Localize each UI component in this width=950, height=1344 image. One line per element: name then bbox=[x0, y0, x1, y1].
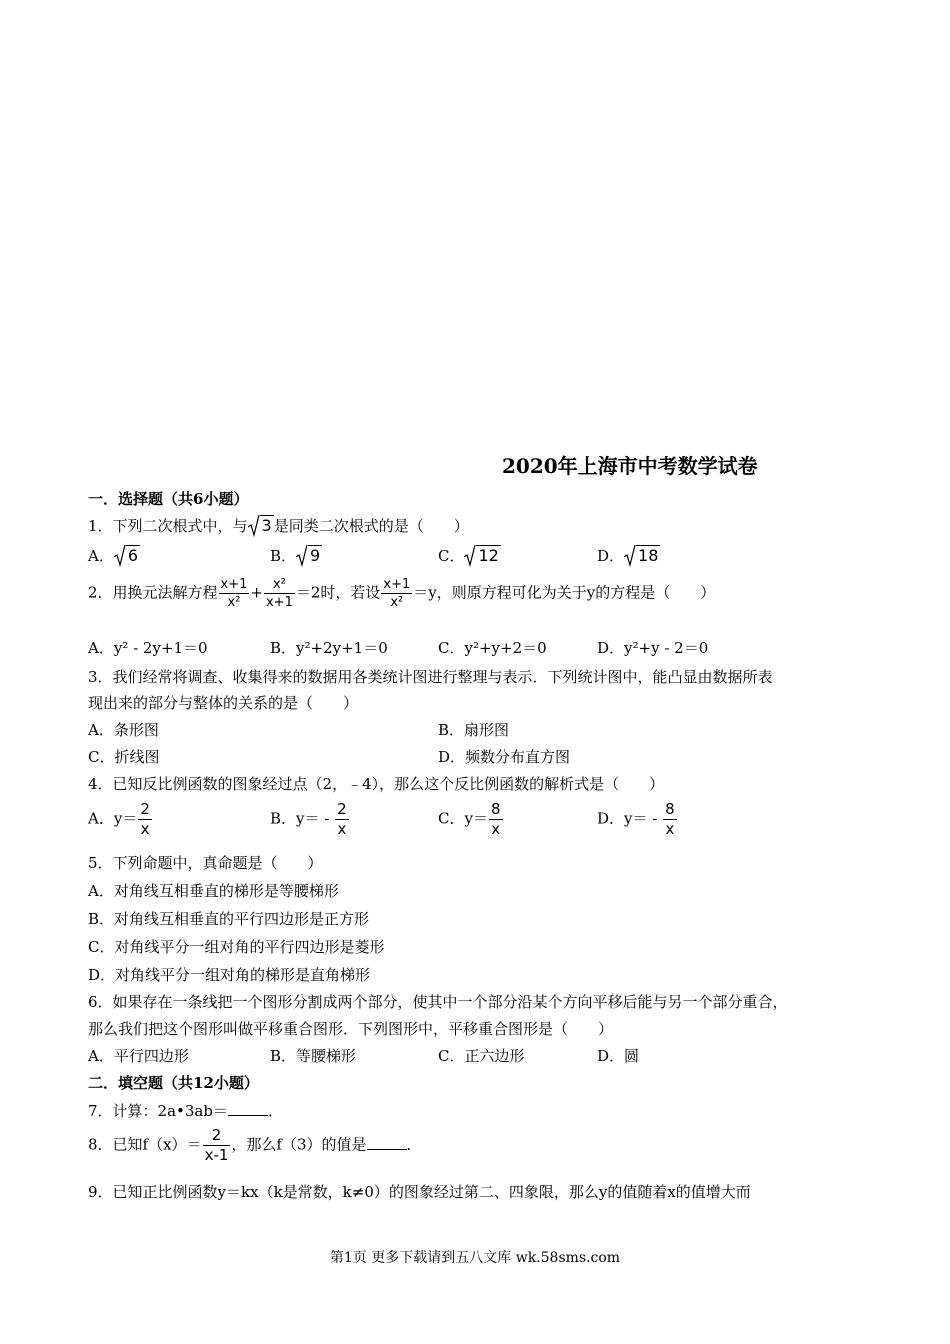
q1-option-b-radical: 9 bbox=[296, 545, 322, 565]
q9-stem: 9．已知正比例函数y＝kx（k是常数，k≠0）的图象经过第二、四象限，那么y的值随着x的值增大而 bbox=[88, 1183, 751, 1201]
q4-option-b-fraction: $\frac{2}{x}$ bbox=[337, 800, 347, 838]
q1-option-c: C． 12 bbox=[438, 546, 499, 565]
q6-line-1: 6．如果存在一条线把一个图形分割成两个部分，使其中一个部分沿某个方向平移后能与另一个部分重合， bbox=[88, 993, 788, 1011]
question-8: 8．已知f（x）＝ $\frac{2}{x-1}$ ，那么f（3）的值是 ． bbox=[88, 1126, 422, 1164]
q3-line-1: 3．我们经常将调查、收集得来的数据用各类统计图进行整理与表示．下列统计图中，能凸显由数据所表 bbox=[88, 668, 773, 686]
q8-answer-blank bbox=[367, 1134, 407, 1150]
q1-option-d-radical: 18 bbox=[624, 545, 660, 565]
q6-line-2: 那么我们把这个图形叫做平移重合图形．下列图形中，平移重合图形是（ ） bbox=[88, 1020, 614, 1038]
q4-option-b: B．y＝ - $\frac{2}{x}$ bbox=[270, 800, 347, 838]
q4-option-c-fraction: $\frac{8}{x}$ bbox=[490, 800, 501, 838]
q2-stem-b: ＝2时，若设 bbox=[295, 583, 381, 602]
q6-option-a: A．平行四边形 bbox=[88, 1047, 189, 1065]
q1-option-d: D． 18 bbox=[597, 546, 659, 565]
q2-fraction-3: $\frac{x+1}{\text{x²}}$ bbox=[383, 577, 411, 610]
q7-answer-blank bbox=[228, 1100, 268, 1116]
section-heading-fill: 二．填空题（共12小题） bbox=[88, 1074, 259, 1092]
q2-option-c: C．y²+y+2＝0 bbox=[438, 639, 547, 657]
q1-stem-b: 是同类二次根式的是（ ） bbox=[273, 517, 469, 535]
q2-stem-a: 2．用换元法解方程 bbox=[88, 583, 218, 602]
q5-option-d: D．对角线平分一组对角的梯形是直角梯形 bbox=[88, 966, 371, 984]
q8-fraction: $\frac{2}{x-1}$ bbox=[204, 1126, 229, 1164]
section-heading-choice: 一．选择题（共6小题） bbox=[88, 490, 249, 508]
q4-option-d: D．y＝ - $\frac{8}{x}$ bbox=[597, 800, 675, 838]
q2-option-b: B．y²+2y+1＝0 bbox=[270, 639, 388, 657]
question-7: 7．计算：2a•3ab＝ ． bbox=[88, 1102, 283, 1120]
q4-option-a: A．y＝ $\frac{2}{x}$ bbox=[88, 800, 150, 838]
q2-fraction-1: $\frac{x+1}{\text{x²}}$ bbox=[220, 577, 248, 610]
q3-option-d: D．频数分布直方图 bbox=[438, 748, 571, 766]
q1-stem-a: 1．下列二次根式中，与 bbox=[88, 517, 248, 535]
q2-fraction-2: $\frac{\text{x²}}{x+1}$ bbox=[265, 577, 293, 610]
q5-stem: 5．下列命题中，真命题是（ ） bbox=[88, 854, 323, 872]
q1-option-a: A． 6 bbox=[88, 546, 139, 565]
q2-option-d: D．y²+y - 2＝0 bbox=[597, 639, 709, 657]
q3-option-c: C．折线图 bbox=[88, 748, 160, 766]
question-1 bbox=[88, 515, 469, 536]
q5-option-c: C．对角线平分一组对角的平行四边形是菱形 bbox=[88, 938, 385, 956]
q6-option-c: C．正六边形 bbox=[438, 1047, 525, 1065]
q6-option-b: B．等腰梯形 bbox=[270, 1047, 357, 1065]
question-2 bbox=[88, 578, 715, 609]
q5-option-a: A．对角线互相垂直的梯形是等腰梯形 bbox=[88, 882, 339, 900]
q1-option-b: B． 9 bbox=[270, 546, 321, 565]
q1-radical: 3 bbox=[248, 515, 274, 535]
q4-option-a-fraction: $\frac{2}{x}$ bbox=[140, 800, 150, 838]
page-footer: 第1页 更多下载请到五八文库 wk.58sms.com bbox=[329, 1250, 621, 1266]
q4-stem: 4．已知反比例函数的图象经过点（2，﹣4），那么这个反比例函数的解析式是（ ） bbox=[88, 775, 665, 793]
q3-option-a: A．条形图 bbox=[88, 721, 159, 739]
q1-option-c-radical: 12 bbox=[464, 545, 500, 565]
page-title: 2020年上海市中考数学试卷 bbox=[502, 454, 758, 478]
q4-option-d-fraction: $\frac{8}{x}$ bbox=[665, 800, 675, 838]
q2-stem-c: ＝y，则原方程可化为关于y的方程是（ ） bbox=[413, 583, 716, 602]
q6-option-d: D．圆 bbox=[597, 1047, 640, 1065]
q4-option-c: C．y＝ $\frac{8}{x}$ bbox=[438, 800, 501, 838]
q1-option-a-radical: 6 bbox=[114, 545, 140, 565]
q3-option-b: B．扇形图 bbox=[438, 721, 510, 739]
q3-line-2: 现出来的部分与整体的关系的是（ ） bbox=[88, 694, 359, 712]
q2-plus: + bbox=[250, 583, 263, 602]
q2-option-a: A．y² - 2y+1＝0 bbox=[88, 639, 208, 657]
q5-option-b: B．对角线互相垂直的平行四边形是正方形 bbox=[88, 910, 370, 928]
